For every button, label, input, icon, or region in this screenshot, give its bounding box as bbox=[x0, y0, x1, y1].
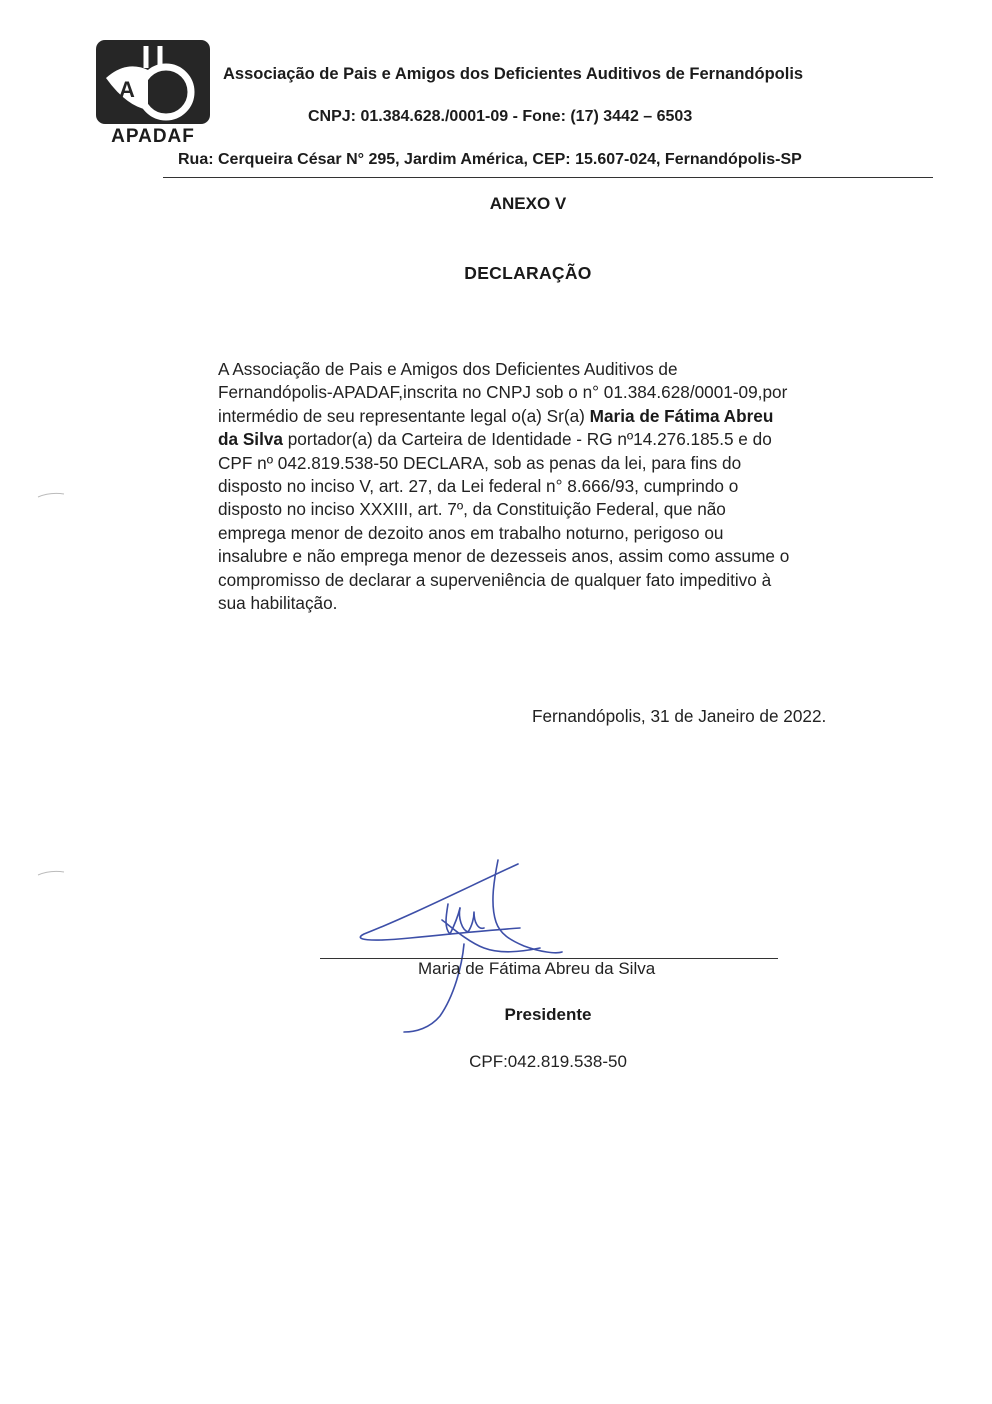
body-line bbox=[218, 405, 888, 428]
body-line: A Associação de Pais e Amigos dos Deficientes Auditivos de bbox=[218, 359, 678, 379]
svg-text:A: A bbox=[119, 77, 135, 102]
body-line: Fernandópolis-APADAF,inscrita no CNPJ sob o n° 01.384.628/0001-09,por bbox=[218, 382, 788, 403]
organization-cnpj-phone: CNPJ: 01.384.628./0001-09 - Fone: (17) 3442 – 6503 bbox=[308, 108, 693, 125]
header-divider bbox=[163, 177, 933, 178]
organization-name: Associação de Pais e Amigos dos Deficientes Auditivos de Fernandópolis bbox=[223, 65, 804, 83]
place-and-date: Fernandópolis, 31 de Janeiro de 2022. bbox=[532, 706, 827, 726]
body-line: emprega menor de dezoito anos em trabalho noturno, perigoso ou bbox=[218, 522, 724, 543]
signatory-role: Presidente bbox=[504, 1005, 592, 1024]
body-line: disposto no inciso XXXIII, art. 7º, da Constituição Federal, que não bbox=[218, 499, 726, 520]
signatory-cpf: CPF:042.819.538-50 bbox=[469, 1052, 627, 1071]
body-line: compromisso de declarar a superveniência de qualquer fato impeditivo à bbox=[218, 569, 772, 590]
body-line bbox=[218, 428, 888, 451]
logo-text: APADAF bbox=[111, 126, 195, 147]
body-line: disposto no inciso V, art. 27, da Lei federal n° 8.666/93, cumprindo o bbox=[218, 476, 739, 497]
body-line: CPF nº 042.819.538-50 DECLARA, sob as penas da lei, para fins do bbox=[218, 452, 742, 473]
body-line: insalubre e não emprega menor de dezesseis anos, assim como assume o bbox=[218, 546, 790, 567]
apadaf-logo-icon bbox=[96, 40, 210, 124]
representative-name-part: Maria de Fátima Abreu bbox=[589, 405, 774, 426]
declaration-body bbox=[218, 358, 888, 615]
scan-mark bbox=[36, 492, 66, 498]
organization-address: Rua: Cerqueira César N° 295, Jardim América, CEP: 15.607-024, Fernandópolis-SP bbox=[178, 151, 802, 168]
representative-name-part: da Silva bbox=[218, 429, 283, 450]
annex-heading: ANEXO V bbox=[489, 194, 567, 213]
apadaf-logo bbox=[94, 40, 212, 147]
body-line: sua habilitação. bbox=[218, 593, 338, 614]
body-text-segment: portador(a) da Carteira de Identidade - RG nº14.276.185.5 e do bbox=[282, 429, 772, 450]
body-text-segment: intermédio de seu representante legal o(a) Sr(a) bbox=[218, 405, 590, 426]
signatory-name: Maria de Fátima Abreu da Silva bbox=[418, 959, 656, 978]
scan-mark bbox=[36, 870, 66, 876]
document-title: DECLARAÇÃO bbox=[464, 263, 592, 283]
